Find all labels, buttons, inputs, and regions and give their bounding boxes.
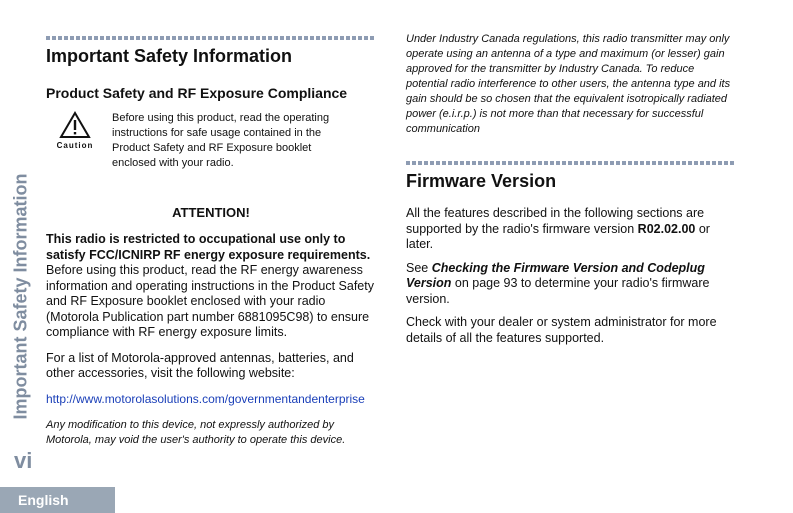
caution-block (46, 111, 376, 171)
warning-icon (59, 111, 91, 139)
firmware-paragraph-3: Check with your dealer or system administrator for more details of all the features supported. (406, 315, 717, 345)
modification-note: Any modification to this device, not expressly authorized by Motorola, may void the user's authority to operate this device. (46, 418, 346, 446)
attention-body-text: Before using this product, read the RF energy awareness information and operating instructions in the Product Safety and RF Exposure booklet enclosed with your radio (Motorola Publication part number 6881095C98) to ensure compliance with RF energy exposure limits. (46, 263, 374, 339)
attention-title: ATTENTION! (172, 205, 250, 220)
page-number: vi (14, 448, 33, 473)
cross-reference-link[interactable]: Checking the Firmware Version and Codeplug Version (406, 260, 705, 290)
left-column (46, 36, 376, 458)
firmware-heading: Firmware Version (406, 171, 557, 191)
language-tab-label: English (18, 492, 69, 508)
fw-text: or later. (406, 221, 710, 251)
side-section-tab (4, 168, 38, 424)
caution-text: Before using this product, read the operating instructions for safe usage contained in the Product Safety and RF Exposure booklet enclosed with your radio. (112, 112, 330, 169)
attention-bold-text: This radio is restricted to occupational use only to satisfy FCC/ICNIRP RF energy exposure requirements. (46, 232, 371, 262)
section-divider (46, 36, 374, 40)
accessories-paragraph: For a list of Motorola-approved antennas, batteries, and other accessories, visit the following website: (46, 350, 354, 380)
fw-text: See (406, 260, 432, 275)
language-tab (0, 487, 115, 513)
section-divider (406, 161, 734, 165)
firmware-paragraph-1 (406, 206, 736, 253)
firmware-version-value: R02.02.00 (637, 221, 696, 236)
right-column (406, 32, 736, 354)
side-tab-label: Important Safety Information (10, 172, 31, 420)
fw-text: on page 93 to determine your radio's firmware version. (406, 276, 710, 306)
industry-canada-note: Under Industry Canada regulations, this radio transmitter may only operate using an antenna of a type and maximum (or lesser) gain approved for the transmitter by Industry Canada. To reduce potential radio interference to other users, the antenna type and its gain should be so chosen that the equivalent isotropically radiated power (e.i.r.p.) is not more than that necessary for successful communication (406, 33, 731, 135)
caution-label: Caution (56, 141, 94, 150)
caution-icon-wrap (46, 111, 104, 171)
fw-text: All the features described in the following sections are supported by the radio's firmware version (406, 206, 705, 236)
attention-paragraph (46, 232, 376, 341)
page-title: Important Safety Information (46, 46, 293, 66)
section-subheading: Product Safety and RF Exposure Compliance (46, 85, 348, 101)
website-link[interactable]: http://www.motorolasolutions.com/governmentandenterprise (46, 391, 365, 406)
firmware-paragraph-2 (406, 261, 736, 308)
